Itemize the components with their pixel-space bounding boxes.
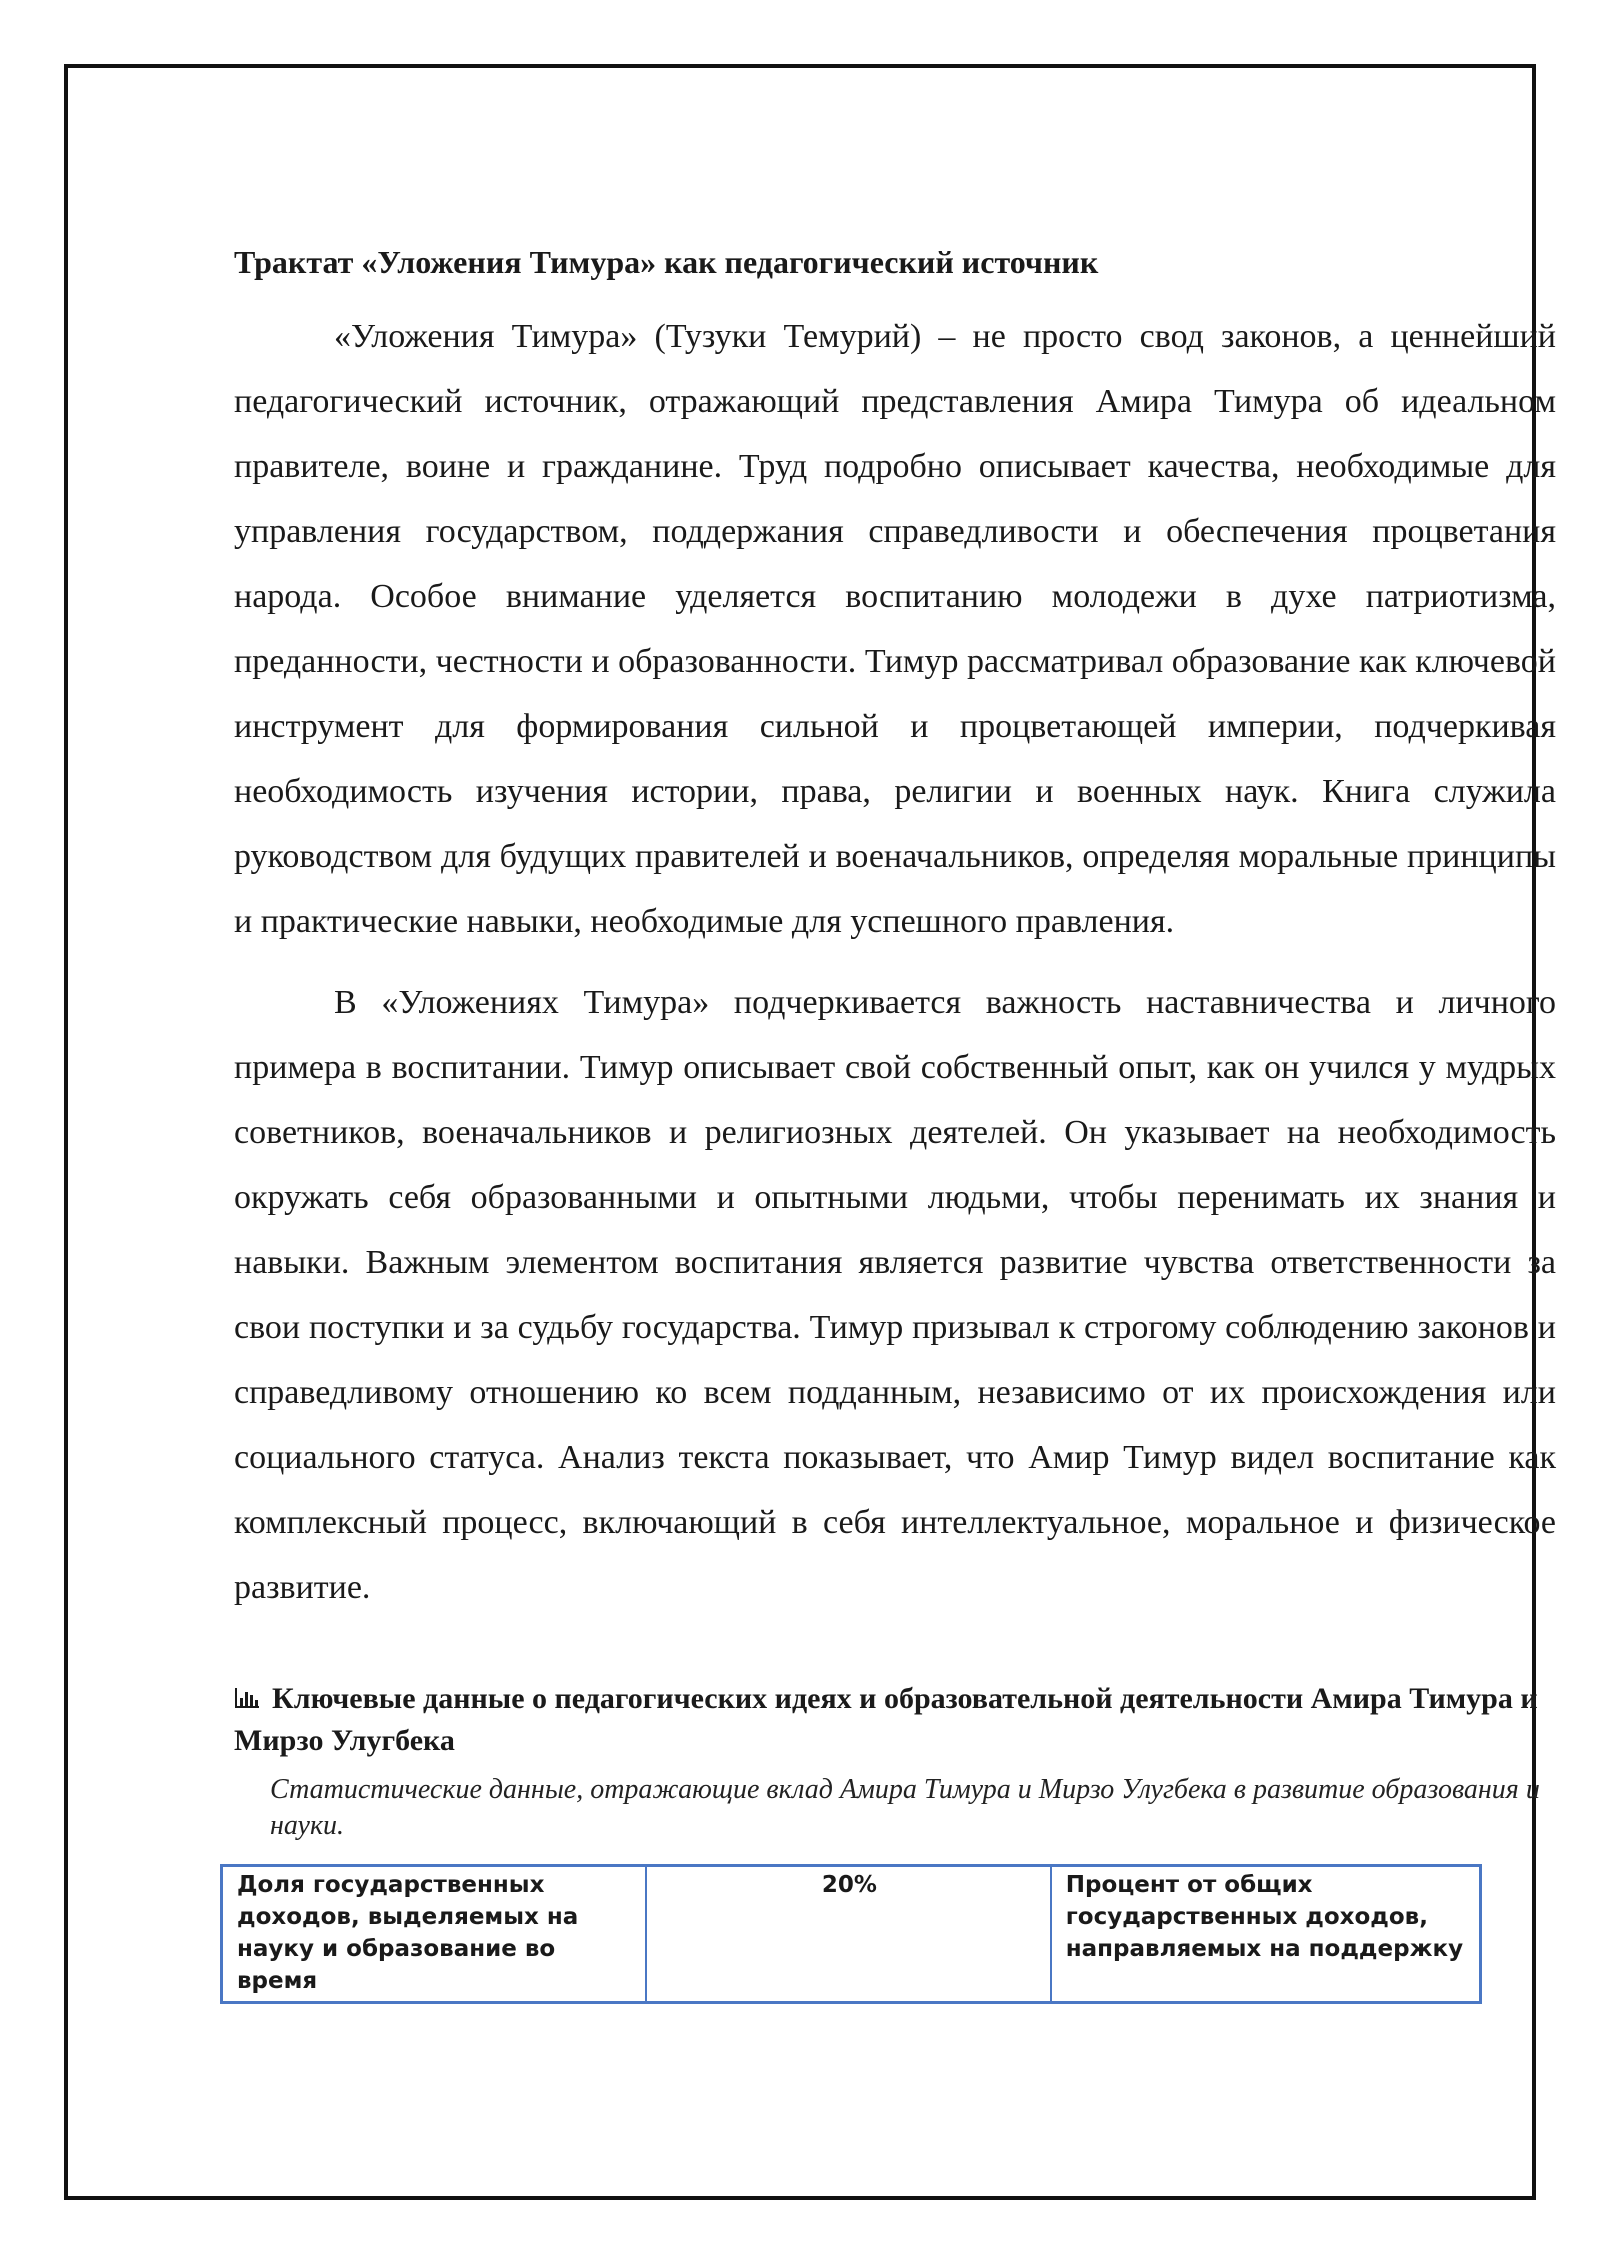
table-cell-value: 20% [646,1866,1051,2003]
key-data-table [220,1864,1482,2004]
key-data-heading-text: Ключевые данные о педагогических идеях и образовательной деятельности Амира Тимура и Мирзо Улугбека [234,1682,1538,1757]
document-title: Трактат «Уложения Тимура» как педагогический источник [234,244,1099,280]
bar-chart-icon [234,1686,260,1710]
document-page [64,64,1556,2200]
body-paragraph-2: В «Уложениях Тимура» подчеркивается важность наставничества и личного примера в воспитании. Тимур описывает свой собственный опыт, как он учился у мудрых советников, военачальников и религиозных деятелей. Он указывает на необходимость окружать себя образованными и опытными людьми, чтобы перенимать их знания и навыки. Важным элементом воспитания является развитие чувства ответственности за свои поступки и за судьбу государства. Тимур призывал к строгому соблюдению законов и справедливому отношению ко всем подданным, независимо от их происхождения или социального статуса. Анализ текста показывает, что Амир Тимур видел воспитание как комплексный процесс, включающий в себя интеллектуальное, моральное и физическое развитие. [234,984,1556,1606]
key-data-heading [234,1678,1556,1762]
table-row [222,1866,1481,2003]
table-cell-description: Процент от общих государственных доходов, направляемых на поддержку [1051,1866,1481,2003]
table-cell-indicator: Доля государственных доходов, выделяемых на науку и образование во время [222,1866,646,2003]
page-content [234,218,1556,2004]
key-data-subtitle: Статистические данные, отражающие вклад Амира Тимура и Мирзо Улугбека в развитие образования и науки. [270,1774,1540,1841]
body-paragraph-1: «Уложения Тимура» (Тузуки Темурий) – не просто свод законов, а ценнейший педагогический источник, отражающий представления Амира Тимура об идеальном правителе, воине и гражданине. Труд подробно описывает качества, необходимые для управления государством, поддержания справедливости и обеспечения процветания народа. Особое внимание уделяется воспитанию молодежи в духе патриотизма, преданности, честности и образованности. Тимур рассматривал образование как ключевой инструмент для формирования сильной и процветающей империи, подчеркивая необходимость изучения истории, права, религии и военных наук. Книга служила руководством для будущих правителей и военачальников, определяя моральные принципы и практические навыки, необходимые для успешного правления. [234,318,1556,940]
